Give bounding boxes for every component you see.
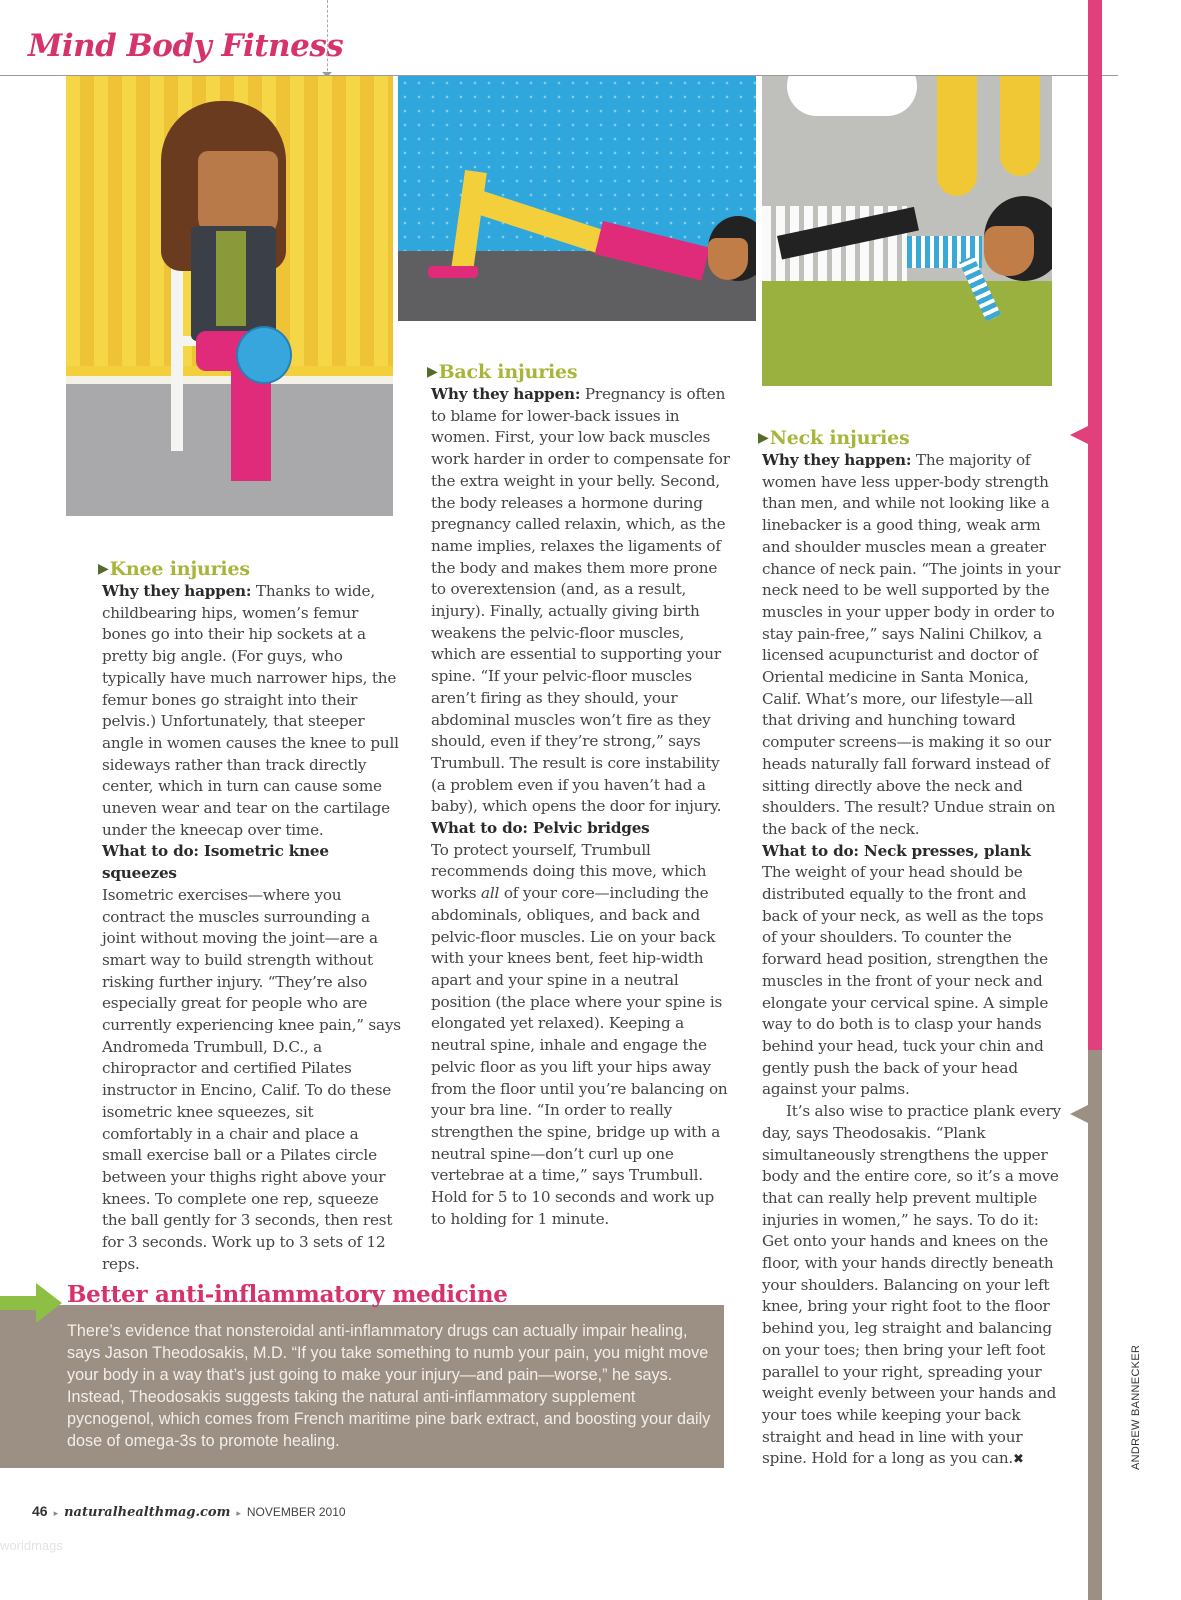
website-link[interactable]: naturalhealthmag.com [64,1505,231,1520]
chevron-right-icon: ▶ [758,430,769,446]
knee-illustration [66,76,393,516]
neck-what-paragraph: The weight of your head should be distributed equally to the front and back of your neck, as well as the tops of your shoulders. To counter the forward head position, strengthen the muscles in the front of your neck and elongate your cervical spine. A simple way to do both is to clasp your hands behind your head, tuck your chin and gently push the back of your head against your palms. [762,863,1049,1099]
side-bar-pink [1088,0,1102,1050]
neck-why-label: Why they happen: [762,451,912,469]
section-title: Mind Body Fitness [28,28,344,64]
neck-what-label: What to do: Neck presses, plank [762,841,1031,860]
back-why-label: Why they happen: [431,385,581,403]
back-what-paragraph: To protect yourself, Trumbull recommends doing this move, which works all of your core—including the abdominals, obliques, and back and pelvic-floor muscles. Lie on your back with your knees bent, feet hip-width apart and your spine in a neutral position (the place where your spine is elongated yet relaxed). Keeping a neutral spine, inhale and engage the pelvic floor as you lift your hips away from the floor until you’re balancing on your bra line. “In order to really strengthen the spine, bridge up with a neutral spine—don’t curl up one vertebrae at a time,” says Trumbull. Hold for 5 to 10 seconds and work up to holding for 1 minute. [431,840,728,1228]
back-what-label: What to do: Pelvic bridges [431,819,650,838]
arrow-right-icon [0,1296,40,1310]
back-injuries-heading: ▶ Back injuries [427,361,578,383]
side-bar-grey [1088,1050,1102,1600]
issue-date: NOVEMBER 2010 [246,1505,346,1519]
back-injuries-section [427,360,731,1230]
separator-icon: ▸ [236,1509,241,1519]
neck-injuries-section [758,426,1062,1471]
side-tick-pink [1070,426,1088,444]
neck-why-paragraph: Why they happen: The majority of women have less upper-body strength than men, and while not looking like a linebacker is a good thing, weak arm and shoulder muscles mean a greater chance of neck pain. “The joints in your neck need to be well supported by the muscles in your upper body in order to stay pain-free,” says Nalini Chilkov, a licensed acupuncturist and doctor of Oriental medicine in Santa Monica, Calif. What’s more, our lifestyle—all that driving and hunching toward computer screens—is making it so our heads naturally fall forward instead of sitting directly above the neck and shoulders. The result? Undue strain on the back of the neck. [762,451,1061,838]
header-dashed-divider [327,0,328,76]
side-tick-grey [1070,1105,1088,1123]
knee-what-paragraph: Isometric exercises—where you contract the muscles surrounding a joint without moving the joint—are a smart way to build strength without risking further injury. “They’re also especially great for people who are currently experiencing knee pain,” says Andromeda Trumbull, D.C., a chiropractor and certified Pilates instructor in Encino, Calif. To do these isometric knee squeezes, sit comfortably in a chair and place a small exercise ball or a Pilates circle between your thighs right above your knees. To complete one rep, squeeze the ball gently for 3 seconds, then rest for 3 seconds. Work up to 3 sets of 12 reps. [102,885,401,1273]
knee-what-label: What to do: Isometric knee squeezes [102,842,329,883]
photo-credit: ANDREW BANNECKER [1130,1344,1142,1470]
sidebar-title: Better anti-inflammatory medicine [67,1281,508,1308]
back-why-paragraph: Why they happen: Pregnancy is often to blame for lower-back issues in women. First, your low back muscles work harder in order to compensate for the extra weight in your belly. Second, the body releases a hormone during pregnancy called relaxin, which, as the name implies, relaxes the ligaments of the body and makes them more prone to overextension (and, as a result, injury). Finally, actually giving birth weakens the pelvic-floor muscles, which are essential to supporting your spine. “If your pelvic-floor muscles aren’t firing as they should, your abdominal muscles won’t fire as they should, even if they’re strong,” says Trumbull. The result is core instability (a problem even if you haven’t had a baby), which opens the door for injury. [431,385,730,816]
neck-illustration [762,76,1052,386]
chevron-right-icon: ▶ [427,364,438,380]
knee-injuries-section [98,557,402,1276]
page-footer [32,1503,346,1520]
chevron-right-icon: ▶ [98,561,109,577]
knee-why-paragraph: Why they happen: Thanks to wide, childbearing hips, women’s femur bones go into their hip sockets at a pretty big angle. (For guys, who typically have much narrower hips, the femur bones go straight into their pelvis.) Unfortunately, that steeper angle in women causes the knee to pull sideways rather than track directly center, which in turn can cause some uneven wear and tear on the cartilage under the kneecap over time. [102,582,399,839]
knee-why-label: Why they happen: [102,582,252,600]
neck-plank-paragraph: It’s also wise to practice plank every day, says Theodosakis. “Plank simultaneously strengthens the upper body and the entire core, so it’s a move that can really help prevent multiple injuries in women,” he says. To do it: Get onto your hands and knees on the floor, with your hands directly beneath your shoulders. Balancing on your left knee, bring your right foot to the floor behind you, leg straight and balancing on your toes; then bring your left foot parallel to your right, spreading your weight evenly between your hands and your toes while keeping your back straight and head in line with your spine. Hold for a long as you can.✖ [762,1102,1061,1468]
knee-injuries-heading: ▶ Knee injuries [98,558,250,580]
page-number: 46 [32,1503,48,1519]
neck-injuries-heading: ▶ Neck injuries [758,427,910,449]
end-mark-icon: ✖ [1013,1452,1024,1468]
back-illustration [398,76,756,321]
separator-icon: ▸ [53,1509,59,1519]
sidebar-text: There’s evidence that nonsteroidal anti-inflammatory drugs can actually impair healing, says Jason Theodosakis, M.D. “If you take something to numb your pain, you might move your body in a way that’s just going to make your injury—and pain—worse,” he says. Instead, Theodosakis suggests taking the natural anti-inflammatory supplement pycnogenol, which comes from French maritime pine bark extract, and boosting your daily dose of omega-3s to promote healing. [67,1322,711,1450]
arrow-right-icon-head [36,1283,62,1323]
watermark: worldmags [0,1538,63,1553]
